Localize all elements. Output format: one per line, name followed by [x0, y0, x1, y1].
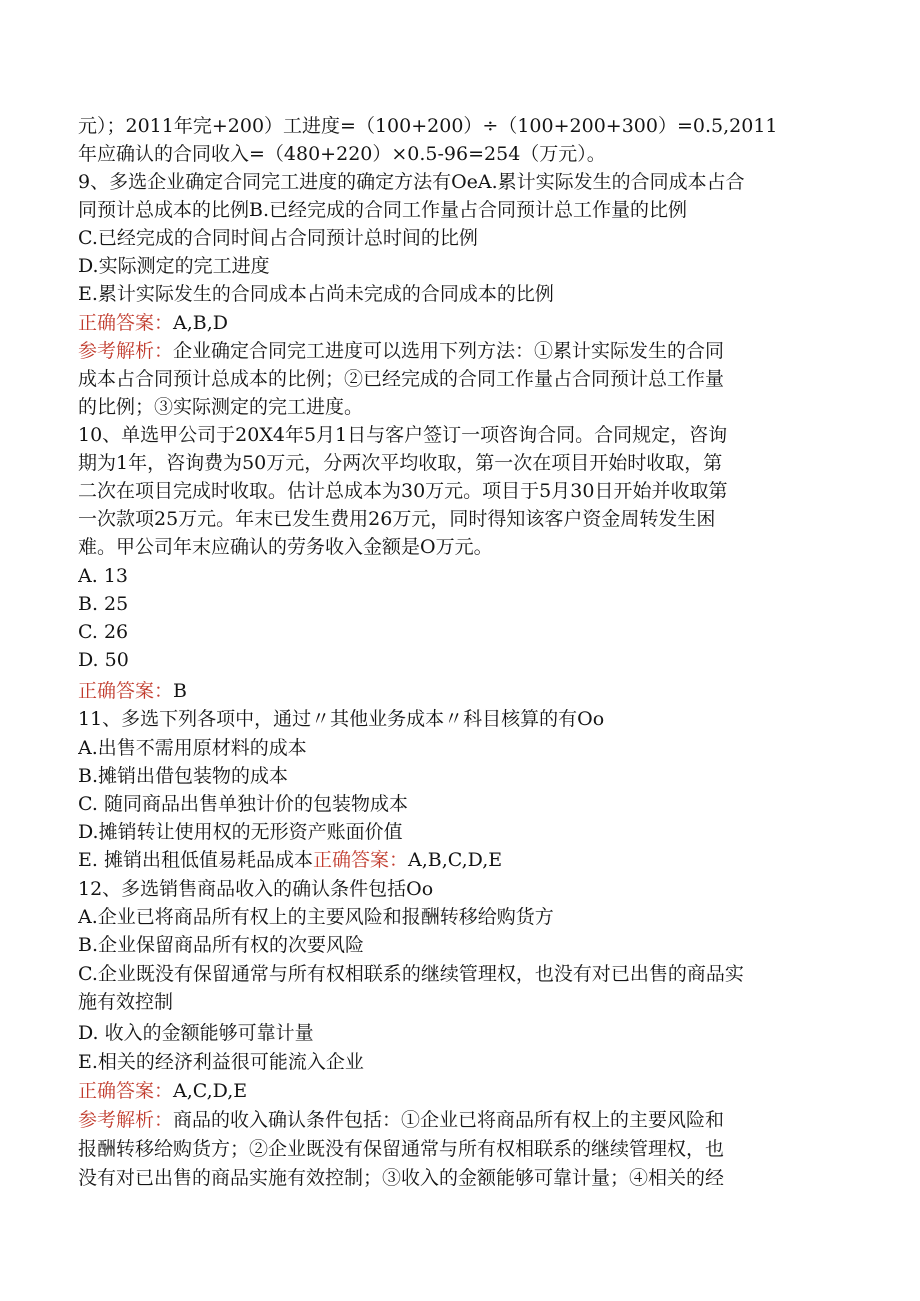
- analysis-line: 参考解析：企业确定合同完工进度可以选用下列方法：①累计实际发生的合同: [78, 340, 725, 362]
- answer-line: [78, 677, 848, 705]
- option-c: C.企业既没有保留通常与所有权相联系的继续管理权，也没有对已出售的商品实: [78, 963, 744, 985]
- option-c: C.已经完成的合同时间占合同预计总时间的比例: [78, 227, 478, 249]
- analysis-line: 参考解析：商品的收入确认条件包括：①企业已将商品所有权上的主要风险和: [78, 1109, 725, 1131]
- option-e-with-answer: E. 摊销出租低值易耗品成本正确答案：A,B,C,D,E: [78, 849, 503, 871]
- option-a: A.出售不需用原材料的成本: [78, 737, 307, 759]
- option-b: B.摊销出借包装物的成本: [78, 765, 289, 787]
- answer-line: [78, 1077, 848, 1105]
- text-line: 施有效控制: [78, 991, 174, 1013]
- text-line: 期为1年，咨询费为50万元，分两次平均收取，第一次在项目开始时收取，第: [78, 452, 723, 474]
- option-b: B. 25: [78, 593, 129, 615]
- option-b: B.企业保留商品所有权的次要风险: [78, 934, 365, 956]
- option-d: D. 收入的金额能够可靠计量: [78, 1022, 314, 1044]
- text-line: 同预计总成本的比例B.已经完成的合同工作量占合同预计总工作量的比例: [78, 199, 688, 221]
- answer-label: 正确答案：: [312, 849, 408, 871]
- text-line: 成本占合同预计总成本的比例；②已经完成的合同工作量占合同预计总工作量: [78, 368, 725, 390]
- text-line: 一次款项25万元。年末已发生费用26万元，同时得知该客户资金周转发生困: [78, 508, 716, 530]
- analysis-label: 参考解析：: [78, 1109, 174, 1131]
- option-c: C. 随同商品出售单独计价的包装物成本: [78, 793, 408, 815]
- answer-value: A,C,D,E: [173, 1080, 248, 1102]
- text-line: 没有对已出售的商品实施有效控制；③收入的金额能够可靠计量；④相关的经: [78, 1167, 725, 1189]
- option-e: E.累计实际发生的合同成本占尚未完成的合同成本的比例: [78, 283, 554, 305]
- question-12-stem: 12、多选销售商品收入的确认条件包括Oo: [78, 878, 434, 900]
- text-line: 元）；2011年完+200）工进度=（100+200）÷（100+200+300）=0.5,2011: [78, 115, 778, 137]
- text-line: 二次在项目完成时收取。估计总成本为30万元。项目于5月30日开始并收取第: [78, 480, 728, 502]
- option-d: D. 50: [78, 649, 129, 671]
- option-a: A. 13: [78, 565, 128, 587]
- option-d: D.摊销转让使用权的无形资产账面价值: [78, 821, 403, 843]
- answer-label: 正确答案：: [78, 680, 174, 702]
- option-a: A.企业已将商品所有权上的主要风险和报酬转移给购货方: [78, 906, 554, 928]
- text-line: 年应确认的合同收入=（480+220）×0.5-96=254（万元）。: [78, 143, 606, 165]
- option-c: C. 26: [78, 621, 129, 643]
- question-11-stem: 11、多选下列各项中，通过〃其他业务成本〃科目核算的有Oo: [78, 708, 605, 730]
- text-line: 的比例；③实际测定的完工进度。: [78, 396, 364, 418]
- text-line: 报酬转移给购货方；②企业既没有保留通常与所有权相联系的继续管理权，也: [78, 1138, 725, 1160]
- option-e: E.相关的经济利益很可能流入企业: [78, 1051, 364, 1073]
- analysis-label: 参考解析：: [78, 340, 174, 362]
- text-line: 难。甲公司年末应确认的劳务收入金额是O万元。: [78, 536, 493, 558]
- answer-label: 正确答案：: [78, 1080, 174, 1102]
- answer-line: [78, 309, 848, 337]
- answer-value: B: [173, 680, 187, 702]
- answer-value: A,B,C,D,E: [407, 849, 503, 871]
- answer-value: A,B,D: [173, 312, 229, 334]
- question-10-stem: 10、单选甲公司于20X4年5月1日与客户签订一项咨询合同。合同规定，咨询: [78, 424, 728, 446]
- option-d: D.实际测定的完工进度: [78, 255, 270, 277]
- question-9-stem: 9、多选企业确定合同完工进度的确定方法有OeA.累计实际发生的合同成本占合: [78, 171, 745, 193]
- answer-label: 正确答案：: [78, 312, 174, 334]
